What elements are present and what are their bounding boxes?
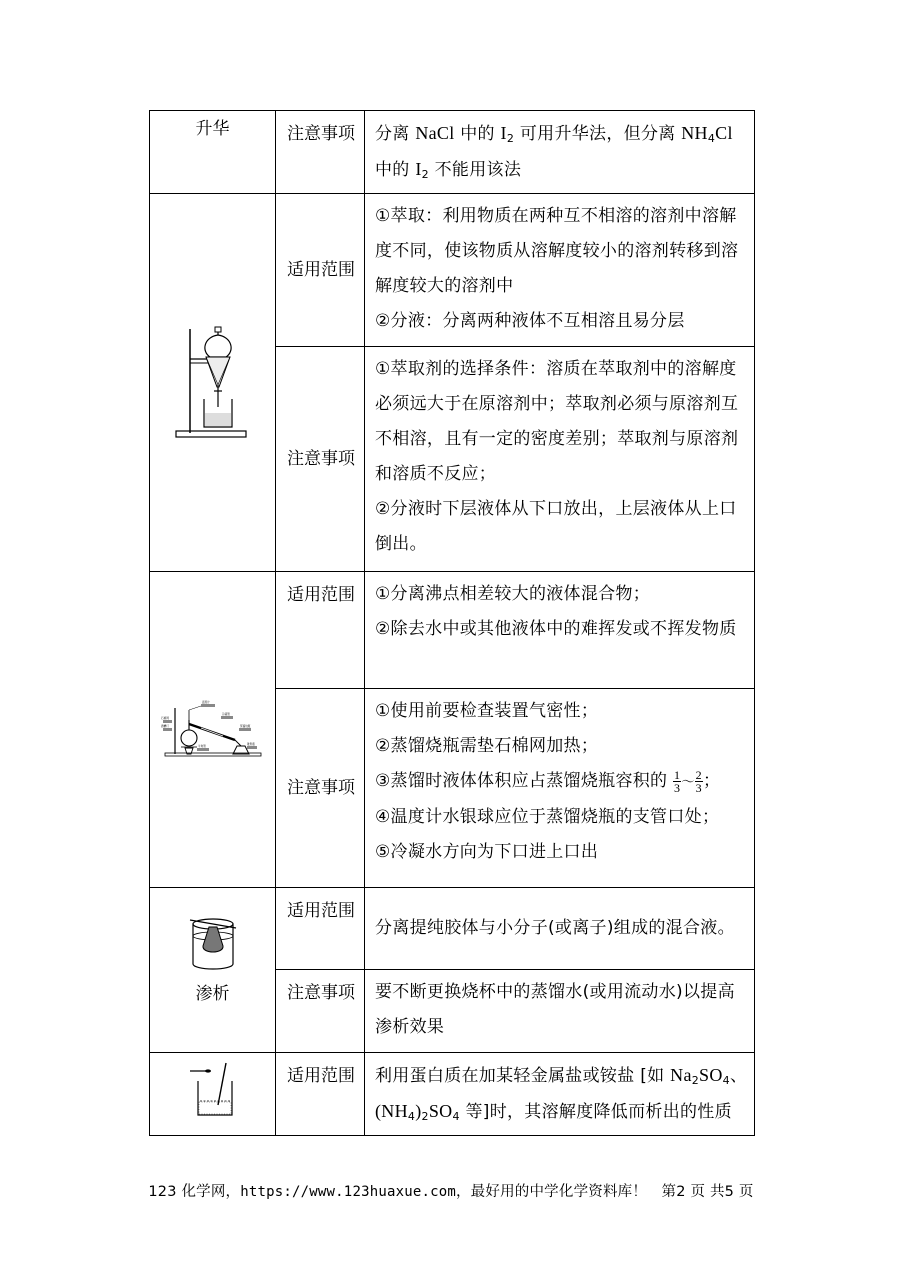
dialysis-beaker-diagram bbox=[188, 914, 238, 974]
notes-label: 注意事项 bbox=[287, 448, 355, 469]
notes-label: 注意事项 bbox=[287, 777, 355, 798]
diagram-label: 牛角管 bbox=[197, 744, 206, 748]
label-cell bbox=[276, 111, 365, 194]
content-cell bbox=[365, 888, 755, 970]
distillation-apparatus-diagram bbox=[161, 700, 265, 760]
distillation-notes-1: ①使用前要检查装置气密性； bbox=[375, 701, 599, 721]
scope-label: 适用范围 bbox=[287, 1066, 355, 1086]
table-row bbox=[150, 194, 755, 347]
distillation-notes-5: ⑤冷凝水方向为下口进上口出 bbox=[375, 842, 599, 862]
distillation-scope-1: ①分离沸点相差较大的液体混合物； bbox=[375, 584, 651, 604]
scope-label: 适用范围 bbox=[287, 585, 355, 605]
label-cell bbox=[276, 1053, 365, 1136]
table-row bbox=[150, 572, 755, 689]
diagram-label: 锥形瓶 bbox=[246, 742, 255, 746]
footer-site-link[interactable]: https://www.123huaxue.com bbox=[240, 1184, 456, 1200]
table-row bbox=[150, 1053, 755, 1136]
scope-label: 适用范围 bbox=[287, 901, 355, 921]
notes-label: 注意事项 bbox=[287, 124, 355, 144]
distillation-notes-3: ③蒸馏时液体体积应占蒸馏烧瓶容积的 $\frac{1}{3}$ ～ $\frac{2}{3}$ ； bbox=[375, 767, 721, 795]
extraction-notes-1: ①萃取剂的选择条件：溶质在萃取剂中的溶解度必须远大于在原溶剂中；萃取剂必须与原溶剂互不相溶，且有一定的密度差别；萃取剂与原溶剂和溶质不反应； bbox=[375, 359, 739, 484]
table-row bbox=[150, 888, 755, 970]
distillation-notes-2: ②蒸馏烧瓶需垫石棉网加热； bbox=[375, 736, 599, 756]
diagram-label: 石棉网 bbox=[160, 716, 169, 720]
label-cell bbox=[276, 970, 365, 1053]
footer-prefix: 123 化学网， bbox=[148, 1184, 241, 1200]
label-cell bbox=[276, 194, 365, 347]
footer-page-number: 第2 页 共5 页 bbox=[661, 1184, 754, 1200]
diagram-label: 酒精灯 bbox=[160, 724, 169, 728]
content-cell bbox=[365, 347, 755, 572]
method-cell bbox=[150, 572, 276, 888]
footer-suffix: ，最好用的中学化学资料库！ bbox=[455, 1184, 648, 1200]
diagram-label: 温度计 bbox=[201, 700, 210, 704]
method-cell bbox=[150, 111, 276, 194]
label-cell bbox=[276, 572, 365, 689]
method-name-dialysis: 渗析 bbox=[195, 984, 230, 1004]
content-cell bbox=[365, 572, 755, 689]
content-cell bbox=[365, 1053, 755, 1136]
extraction-scope-2: ②分液：分离两种液体不互相溶且易分层 bbox=[375, 311, 685, 331]
scope-label: 适用范围 bbox=[287, 259, 355, 280]
method-cell bbox=[150, 1053, 276, 1136]
method-cell bbox=[150, 194, 276, 572]
dialysis-notes: 要不断更换烧杯中的蒸馏水(或用流动水)以提高渗析效果 bbox=[375, 982, 735, 1037]
salting-out-beaker-diagram bbox=[188, 1061, 238, 1121]
separation-methods-table bbox=[149, 110, 755, 1136]
method-name-sublimation: 升华 bbox=[195, 119, 230, 139]
fraction-one-third: $\frac{1}{3}$ bbox=[674, 767, 681, 795]
content-cell bbox=[365, 194, 755, 347]
sublimation-notes: 分离 NaCl 中的 $I_2$ 可用升华法，但分离 $NH_4Cl$ 中的 $I_2$ 不能用该法 bbox=[375, 123, 733, 181]
method-cell bbox=[150, 888, 276, 1053]
extraction-scope-1: ①萃取：利用物质在两种互不相溶的溶剂中溶解度不同，使该物质从溶解度较小的溶剂转移到溶解度较大的溶剂中 bbox=[375, 206, 739, 296]
label-cell bbox=[276, 888, 365, 970]
separatory-funnel-diagram bbox=[168, 323, 258, 443]
label-cell bbox=[276, 347, 365, 572]
salting-out-scope: 利用蛋白质在加某轻金属盐或铵盐 [如 $Na_2SO_4$、 $(NH_4)_2SO_4$ 等]时，其溶解度降低而析出的性质 bbox=[375, 1065, 748, 1123]
dialysis-scope: 分离提纯胶体与小分子(或离子)组成的混合液。 bbox=[375, 918, 735, 938]
diagram-label: 蒸馏烧瓶 bbox=[239, 724, 250, 728]
content-cell bbox=[365, 970, 755, 1053]
fraction-two-thirds: $\frac{2}{3}$ bbox=[695, 767, 702, 795]
diagram-label: 冷凝管 bbox=[221, 712, 230, 716]
content-cell bbox=[365, 689, 755, 888]
distillation-notes-4: ④温度计水银球应位于蒸馏烧瓶的支管口处； bbox=[375, 807, 720, 827]
content-cell bbox=[365, 111, 755, 194]
table-row bbox=[150, 111, 755, 194]
notes-label: 注意事项 bbox=[287, 983, 355, 1003]
label-cell bbox=[276, 689, 365, 888]
page-footer bbox=[0, 1180, 902, 1201]
extraction-notes-2: ②分液时下层液体从下口放出，上层液体从上口倒出。 bbox=[375, 499, 737, 554]
distillation-scope-2: ②除去水中或其他液体中的难挥发或不挥发物质 bbox=[375, 619, 737, 639]
